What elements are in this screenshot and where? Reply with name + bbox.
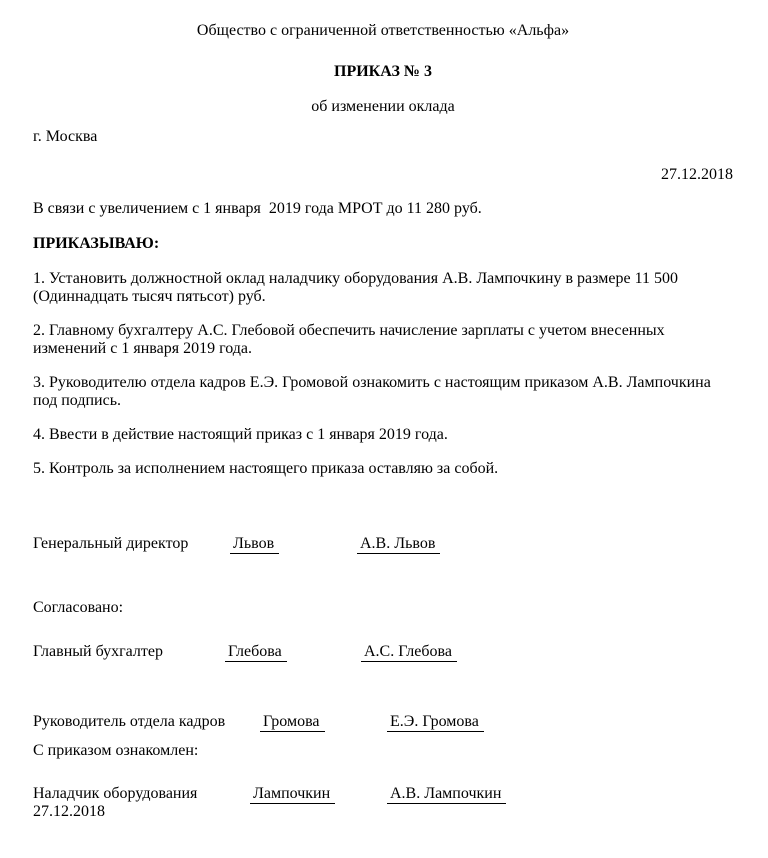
order-item-1: 1. Установить должностной оклад наладчику оборудования А.В. Лампочкину в размере 11 500 (Одиннадцать тысяч пятьсот) руб.: [33, 270, 682, 305]
signature-role-label: Руководитель отдела кадров: [33, 713, 226, 730]
acknowledged-date: 27.12.2018: [33, 803, 105, 820]
signature-full-name: А.В. Львов: [357, 535, 440, 554]
signature-role-label: Главный бухгалтер: [33, 643, 163, 660]
signature-full-name: А.В. Лампочкин: [387, 785, 506, 804]
document-subtitle: об изменении оклада: [311, 98, 455, 115]
order-item-2: 2. Главному бухгалтеру А.С. Глебовой обеспечить начисление зарплаты с учетом внесенных изменений с 1 января 2019 года.: [33, 322, 669, 357]
signature-role-label: Генеральный директор: [33, 535, 189, 552]
signature-row-hr: [33, 713, 733, 731]
order-item-5: 5. Контроль за исполнением настоящего приказа оставляю за собой.: [33, 460, 499, 477]
acknowledged-label: С приказом ознакомлен:: [33, 742, 199, 759]
signature-row-director: [33, 535, 733, 553]
signature-row-employee: [33, 785, 733, 803]
signature-handwritten: Львов: [230, 535, 279, 554]
document-title: ПРИКАЗ № 3: [334, 63, 432, 80]
agreed-label: Согласовано:: [33, 599, 124, 616]
signature-full-name: Е.Э. Громова: [387, 713, 484, 732]
order-heading: ПРИКАЗЫВАЮ:: [33, 235, 160, 252]
signature-role-label: Наладчик оборудования: [33, 785, 198, 802]
signature-full-name: А.С. Глебова: [361, 643, 457, 662]
signature-handwritten: Лампочкин: [250, 785, 335, 804]
document-date: 27.12.2018: [661, 166, 733, 183]
intro-paragraph: В связи с увеличением с 1 января 2019 года МРОТ до 11 280 руб.: [33, 200, 482, 217]
order-item-4: 4. Ввести в действие настоящий приказ с 1 января 2019 года.: [33, 426, 448, 443]
city-label: г. Москва: [33, 128, 98, 145]
order-item-3: 3. Руководителю отдела кадров Е.Э. Громовой ознакомить с настоящим приказом А.В. Лампочкина под подпись.: [33, 374, 715, 409]
company-name: Общество с ограниченной ответственностью «Альфа»: [196, 22, 570, 39]
signature-handwritten: Громова: [260, 713, 325, 732]
signature-row-accountant: [33, 643, 733, 661]
signature-handwritten: Глебова: [225, 643, 287, 662]
